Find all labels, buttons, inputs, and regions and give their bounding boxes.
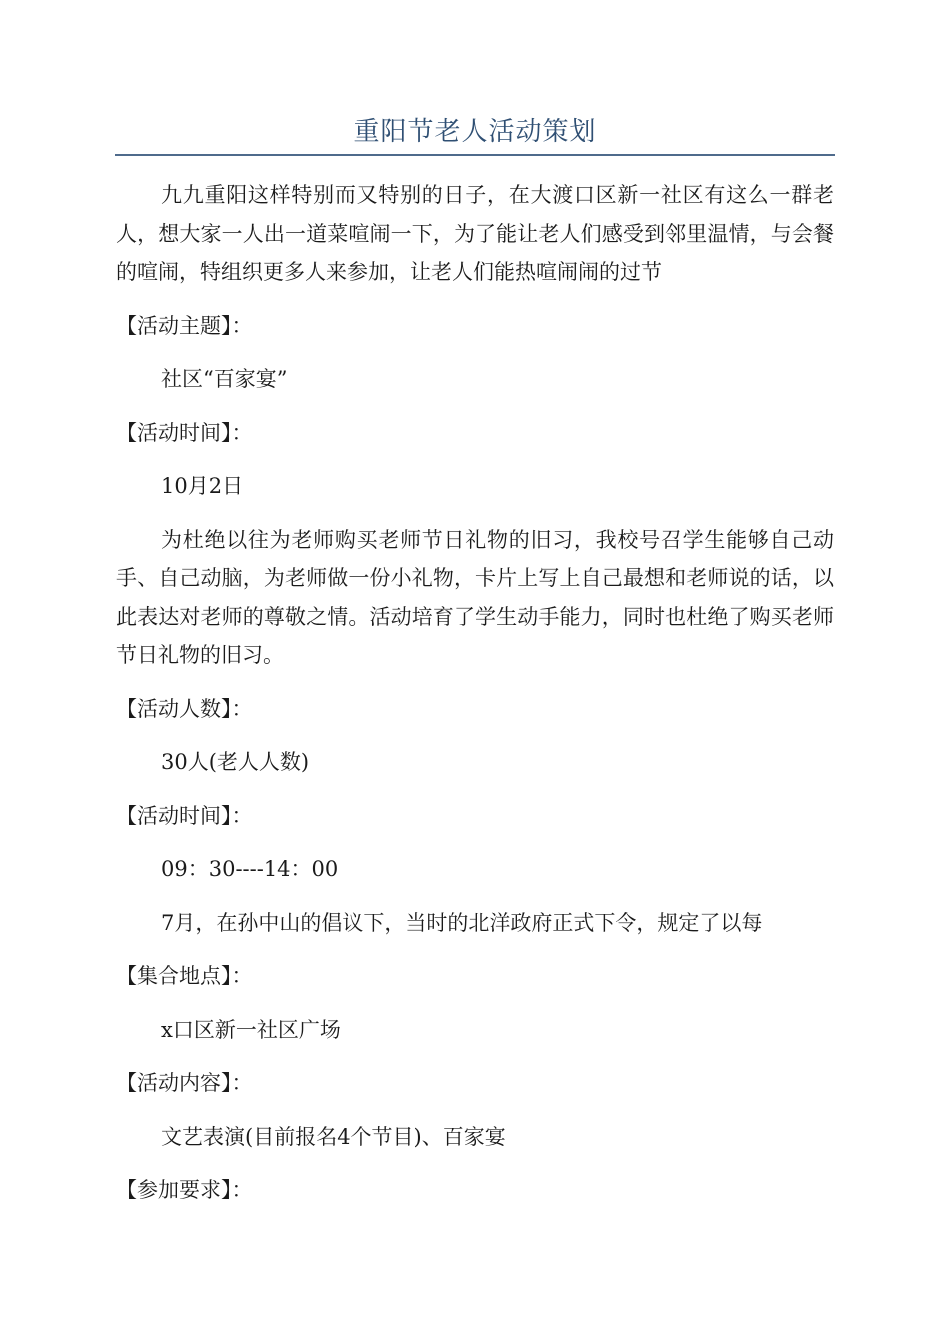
theme-value: 社区“百家宴” <box>161 367 288 391</box>
time-heading: 【活动时间】： <box>116 420 253 445</box>
title-underline <box>115 154 835 156</box>
place-heading: 【集合地点】： <box>116 964 253 988</box>
people-value: 30人(老人人数) <box>161 750 310 774</box>
time2-heading: 【活动时间】： <box>116 803 253 828</box>
document-body <box>116 176 834 1225</box>
time-value: 10月2日 <box>161 474 244 498</box>
history-line: 7月，在孙中山的倡议下，当时的北洋政府正式下令，规定了以每 <box>161 910 763 935</box>
document-title: 重阳节老人活动策划 <box>353 117 597 147</box>
content-heading: 【活动内容】： <box>116 1071 253 1095</box>
gift-paragraph: 为杜绝以往为老师购买老师节日礼物的旧习，我校号召学生能够自己动手、自己动脑，为老师做一份小礼物，卡片上写上自己最想和老师说的话，以此表达对老师的尊敬之情。活动培育了学生动手能力，同时也杜绝了购买老师节日礼物的旧习。 <box>116 527 834 667</box>
content-value: 文艺表演(目前报名4个节目)、百家宴 <box>161 1124 506 1149</box>
people-heading: 【活动人数】： <box>116 696 253 721</box>
theme-heading: 【活动主题】： <box>116 313 253 338</box>
intro-paragraph: 九九重阳这样特别而又特别的日子，在大渡口区新一社区有这么一群老人，想大家一人出一道菜喧闹一下，为了能让老人们感受到邻里温情，与会餐的喧闹，特组织更多人来参加，让老人们能热喧闹闹的过节 <box>116 183 834 284</box>
place-value: x口区新一社区广场 <box>161 1017 341 1042</box>
time2-value: 09：30----14：00 <box>161 857 339 881</box>
requirements-heading: 【参加要求】： <box>116 1178 253 1202</box>
